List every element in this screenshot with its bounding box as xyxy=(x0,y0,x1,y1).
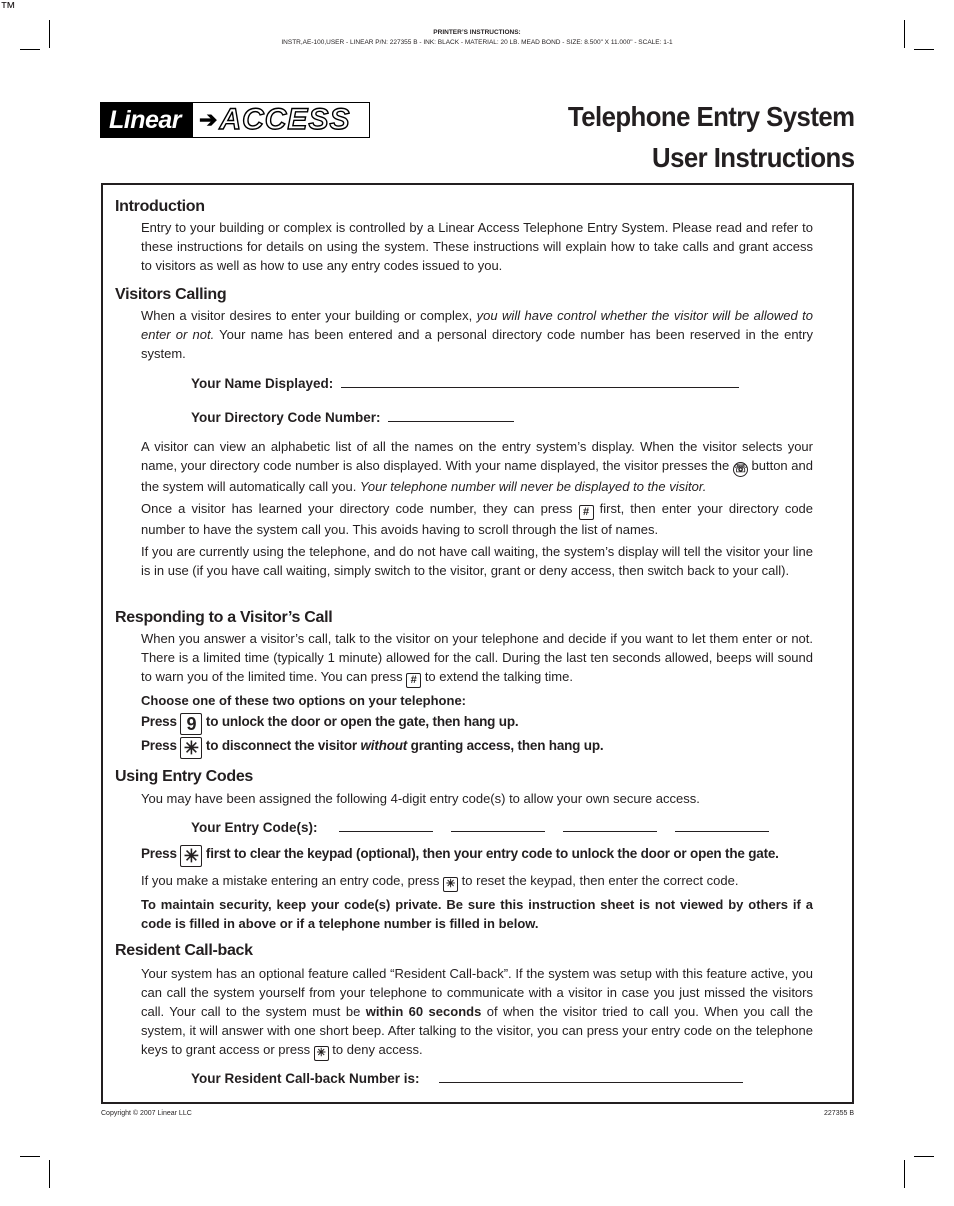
trademark: ™ xyxy=(0,0,16,17)
phone-key-icon: ☏ xyxy=(733,463,748,475)
call-back-number-blank[interactable] xyxy=(439,1082,743,1083)
name-displayed-field[interactable] xyxy=(191,376,739,391)
page-title xyxy=(567,96,854,178)
name-displayed-label: Your Name Displayed: xyxy=(191,376,334,391)
clear-keypad-instruction: Press ✳ first to clear the keypad (optional), then your entry code to unlock the door or open the gate. xyxy=(141,846,779,866)
crop-mark xyxy=(904,1160,905,1188)
section-heading-call-back: Resident Call-back xyxy=(115,942,253,959)
intro-paragraph: Entry to your building or complex is controlled by a Linear Access Telephone Entry System. Please read and refer to these instructions for details on using the system. These instructions will explain how to take calls and grant access to visitors as well as how to use any entry codes issued to you. xyxy=(141,220,813,273)
entry-code-blank-2[interactable] xyxy=(451,831,545,832)
nine-key-icon: 9 xyxy=(180,713,202,735)
printer-details: INSTR,AE-100,USER - LINEAR P/N: 227355 B - INK: BLACK - MATERIAL: 20 LB. MEAD BOND - SIZE: 8.500" X 11.000" - SCALE: 1-1 xyxy=(281,39,673,46)
crop-mark xyxy=(49,1160,50,1188)
section-heading-introduction: Introduction xyxy=(115,198,205,215)
copyright: Copyright © 2007 Linear LLC xyxy=(101,1110,192,1117)
entry-codes-paragraph: You may have been assigned the following 4-digit entry code(s) to allow your own secure access. xyxy=(141,791,700,806)
visitors-paragraph-3: Once a visitor has learned your directory code number, they can press # first, then enter your directory code number to have the system call you. This avoids having to scroll through the list of names. xyxy=(141,501,814,537)
entry-code-blank-1[interactable] xyxy=(339,831,433,832)
directory-code-label: Your Directory Code Number: xyxy=(191,410,381,425)
responding-paragraph: When you answer a visitor’s call, talk to the visitor on your telephone and decide if you want to let them enter or not. There is a limited time (typically 1 minute) allowed for the call. During the last ten seconds allowed, beeps will sound to warn you of the limited time. You can press # to extend the talking time. xyxy=(141,631,813,686)
printer-title: PRINTER’S INSTRUCTIONS: xyxy=(433,29,521,36)
star-key-icon: ✳ xyxy=(443,877,458,892)
entry-codes-label: Your Entry Code(s): xyxy=(191,820,318,835)
mistake-paragraph: If you make a mistake entering an entry code, press ✳ to reset the keypad, then enter the correct code. xyxy=(141,873,739,890)
crop-mark xyxy=(914,1156,934,1157)
visitors-paragraph-2: A visitor can view an alphabetic list of all the names on the entry system’s display. When the visitor selects your name, your directory code number is also displayed. With your name displayed, the visitor presses the ☏ button and the system will automatically call you. Your telephone number will never be displayed to the visitor. xyxy=(141,439,813,494)
name-displayed-blank[interactable] xyxy=(341,387,739,388)
entry-codes-field[interactable] xyxy=(191,820,769,835)
crop-mark xyxy=(20,49,40,50)
title-line-1: Telephone Entry System xyxy=(567,101,854,132)
star-key-icon: ✳ xyxy=(314,1046,329,1061)
logo-access-text: ACCESS xyxy=(219,103,351,136)
section-heading-entry-codes: Using Entry Codes xyxy=(115,768,254,785)
star-key-icon: ✳ xyxy=(180,845,202,867)
directory-code-blank[interactable] xyxy=(388,421,514,422)
logo-linear-text: Linear xyxy=(109,105,182,134)
entry-code-blank-3[interactable] xyxy=(563,831,657,832)
section-heading-visitors-calling: Visitors Calling xyxy=(115,286,227,303)
crop-mark xyxy=(914,49,934,50)
choose-options-text: Choose one of these two options on your telephone: xyxy=(141,693,466,708)
title-line-2: User Instructions xyxy=(651,142,854,173)
option-unlock: Press 9 to unlock the door or open the gate, then hang up. xyxy=(141,714,519,734)
section-heading-responding: Responding to a Visitor’s Call xyxy=(115,609,333,626)
printer-instructions xyxy=(0,28,954,48)
pound-key-icon: # xyxy=(579,505,594,520)
option-disconnect: Press ✳ to disconnect the visitor without granting access, then hang up. xyxy=(141,738,604,758)
pound-key-icon: # xyxy=(406,673,421,688)
call-back-number-field[interactable] xyxy=(191,1071,743,1086)
arrow-icon: ➔ xyxy=(199,107,218,132)
call-back-paragraph: Your system has an optional feature called “Resident Call-back”. If the system was setup with this feature active, you can call the system yourself from your telephone to communicate with a visitor in case you just missed the visitors call. Your call to the system must be within 60 seconds of when the visitor tried to call you. When you call the system, it will answer with one short beep. After talking to the visitor, you can press your entry code on the telephone keys to grant access or press ✳ to deny access. xyxy=(141,966,813,1059)
security-warning: To maintain security, keep your code(s) private. Be sure this instruction sheet is not viewed by others if a code is filled in above or if a telephone number is filled in below. xyxy=(141,897,813,931)
visitors-paragraph-1: When a visitor desires to enter your building or complex, you will have control whether the visitor will be allowed to enter or not. Your name has been entered and a personal directory code number has been reserved in the entry system. xyxy=(141,308,814,361)
visitors-paragraph-4: If you are currently using the telephone, and do not have call waiting, the system’s display will tell the visitor your line is in use (if you have call waiting, simply switch to the visitor, grant or deny access, then switch back to your call). xyxy=(141,544,813,578)
entry-code-blank-4[interactable] xyxy=(675,831,769,832)
part-number: 227355 B xyxy=(824,1110,854,1117)
directory-code-field[interactable] xyxy=(191,410,514,425)
crop-mark xyxy=(20,1156,40,1157)
call-back-number-label: Your Resident Call-back Number is: xyxy=(191,1071,420,1086)
star-key-icon: ✳ xyxy=(180,737,202,759)
logo-access-mark xyxy=(193,103,369,137)
linear-access-logo xyxy=(100,102,370,138)
